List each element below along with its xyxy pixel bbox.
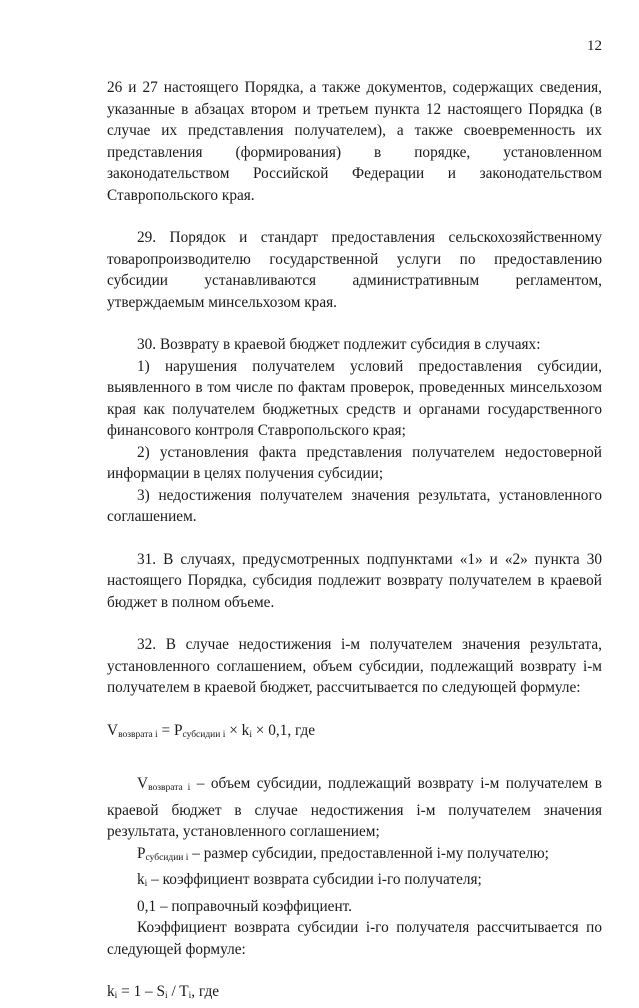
def-p-symbol: P xyxy=(137,844,146,862)
formula2-k-subscript: i xyxy=(114,991,118,1001)
formula2-tail: , где xyxy=(191,983,220,1000)
formula2-s-subscript: i xyxy=(165,991,168,1001)
formula-k-subscript: i xyxy=(249,729,252,740)
formula2-minus-s: = 1 – S xyxy=(117,983,166,1000)
paragraph-30-item-3: 3) недостижения получателем значения результата, установленного соглашением. xyxy=(107,486,602,525)
def-v-symbol: V xyxy=(137,775,149,792)
definition-p xyxy=(107,843,602,870)
formula2-div-t: / T xyxy=(167,983,189,1000)
formula-v-symbol: V xyxy=(107,721,119,739)
formula-v-subscript: возврата i xyxy=(118,729,158,740)
document-body xyxy=(107,77,602,1008)
def-p-text: – размер субсидии, предоставленной i-му получателю; xyxy=(188,844,549,862)
paragraph-30-item-1: 1) нарушения получателем условий предоставления субсидии, выявленного в том числе по фактам проверок, проведенных минсельхозом края как получателем бюджетных средств и органами государственного финансового контроля Ставропольского края; xyxy=(107,357,602,439)
coefficient-intro: Коэффициент возврата субсидии i-го получателя рассчитывается по следующей формуле: xyxy=(107,919,602,958)
def-k-text: – коэффициент возврата субсидии i-го получателя; xyxy=(147,871,482,888)
def-p-subscript: субсидии i xyxy=(145,852,189,863)
formula-return-volume xyxy=(107,720,602,747)
formula-tail: × 0,1, где xyxy=(251,721,316,739)
page-number: 12 xyxy=(587,38,602,54)
definition-v xyxy=(107,773,602,843)
paragraph-32: 32. В случае недостижения i-м получателем значения результата, установленного соглашением, объем субсидии, подлежащий возврату i-м получателем в краевой бюджет, рассчитывается по следующей формуле: xyxy=(107,636,602,696)
formula-equals-p: = P xyxy=(157,721,183,739)
def-k-symbol: k xyxy=(137,871,145,888)
definition-correction: 0,1 – поправочный коэффициент. xyxy=(137,897,353,915)
paragraph-30: 30. Возврату в краевой бюджет подлежит субсидия в случаях: xyxy=(137,336,541,353)
formula-p-subscript: субсидии i xyxy=(182,729,226,740)
def-v-text: – объем субсидии, подлежащий возврату i-м получателем в краевой бюджет в случае недостижения i-м получателем значения результата, установленного соглашением; xyxy=(107,775,602,840)
definition-k xyxy=(107,869,602,896)
def-v-subscript: возврата i xyxy=(148,783,191,793)
formula-coefficient xyxy=(107,981,602,1008)
formula2-k-symbol: k xyxy=(107,983,115,1000)
def-k-subscript: i xyxy=(144,879,148,889)
paragraph-continuation: 26 и 27 настоящего Порядка, а также документов, содержащих сведения, указанные в абзацах втором и третьем пункта 12 настоящего Порядка (в случае их представления получателем), а также своевременность их представления (формирования) в порядке, установленном законодательством Российской Федерации и законодательством Ставропольского края. xyxy=(107,79,602,204)
paragraph-30-item-2: 2) установления факта представления получателем недостоверной информации в целях получения субсидии; xyxy=(107,443,602,482)
formula-times-k: × k xyxy=(225,721,250,739)
formula2-t-subscript: i xyxy=(188,991,192,1001)
paragraph-31: 31. В случаях, предусмотренных подпунктами «1» и «2» пункта 30 настоящего Порядка, субсидия подлежит возврату получателем в краевой бюджет в полном объеме. xyxy=(107,550,602,611)
paragraph-29: 29. Порядок и стандарт предоставления сельскохозяйственному товаропроизводителю государственной услуги по предоставлению субсидии устанавливаются административным регламентом, утверждаемым минсельхозом края. xyxy=(107,229,602,311)
